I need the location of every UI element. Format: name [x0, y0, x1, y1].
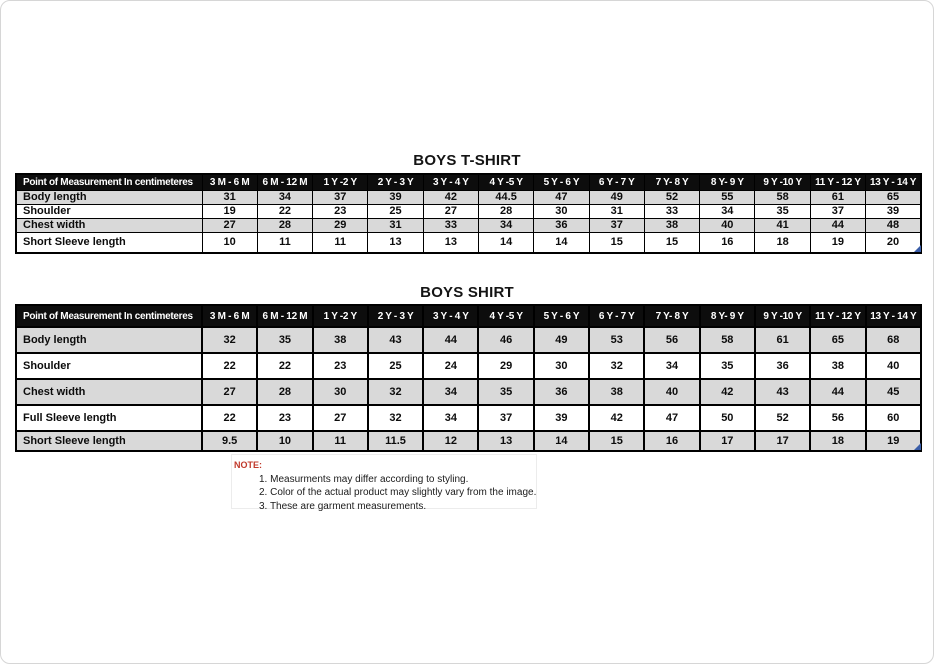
value-cell: 53 [589, 327, 644, 353]
row-label-cell: Short Sleeve length [16, 232, 202, 253]
table-row [16, 353, 921, 379]
value-cell: 22 [257, 204, 312, 218]
header-size-range-cell: 2 Y - 3 Y [368, 305, 423, 327]
value-cell: 56 [644, 327, 699, 353]
value-cell: 34 [423, 405, 478, 431]
header-size-range-cell: 3 Y - 4 Y [423, 174, 478, 190]
cell-corner-marker [914, 245, 921, 252]
table-row [16, 327, 921, 353]
value-cell: 61 [755, 327, 810, 353]
value-cell: 14 [534, 232, 589, 253]
row-label-cell: Short Sleeve length [16, 431, 202, 451]
table-row [16, 379, 921, 405]
value-cell: 49 [589, 190, 644, 204]
value-cell: 25 [368, 353, 423, 379]
value-cell: 31 [589, 204, 644, 218]
value-cell: 11 [257, 232, 312, 253]
header-measurement-label-cell: Point of Measurement In centimeteres [16, 174, 202, 190]
value-cell: 16 [644, 431, 699, 451]
header-size-range-cell: 4 Y -5 Y [478, 174, 533, 190]
value-cell: 65 [810, 327, 865, 353]
cell-corner-marker [914, 443, 921, 450]
value-cell: 38 [313, 327, 368, 353]
value-cell: 14 [478, 232, 533, 253]
value-cell: 43 [368, 327, 423, 353]
value-cell: 28 [478, 204, 533, 218]
value-cell: 22 [202, 405, 257, 431]
value-cell: 14 [534, 431, 589, 451]
value-cell: 34 [423, 379, 478, 405]
value-cell: 68 [866, 327, 921, 353]
value-cell: 20 [866, 232, 921, 253]
value-cell: 32 [589, 353, 644, 379]
value-cell: 35 [478, 379, 533, 405]
value-cell: 36 [755, 353, 810, 379]
table-row [16, 218, 921, 232]
value-cell: 46 [478, 327, 533, 353]
value-cell: 58 [755, 190, 810, 204]
boys-shirt-size-table [15, 304, 922, 452]
value-cell: 37 [478, 405, 533, 431]
value-cell: 41 [755, 218, 810, 232]
value-cell: 40 [644, 379, 699, 405]
value-cell: 27 [423, 204, 478, 218]
value-cell: 45 [866, 379, 921, 405]
value-cell: 42 [423, 190, 478, 204]
value-cell: 34 [478, 218, 533, 232]
value-cell: 15 [644, 232, 699, 253]
header-size-range-cell: 7 Y- 8 Y [644, 174, 699, 190]
row-label-cell: Shoulder [16, 204, 202, 218]
value-cell: 12 [423, 431, 478, 451]
boys-tshirt-table-wrap [15, 173, 922, 254]
table-row [16, 190, 921, 204]
value-cell: 33 [423, 218, 478, 232]
value-cell: 15 [589, 232, 644, 253]
value-cell: 39 [534, 405, 589, 431]
value-cell: 40 [700, 218, 755, 232]
boys-shirt-table-wrap [15, 304, 922, 452]
value-cell: 44 [810, 379, 865, 405]
value-cell: 33 [644, 204, 699, 218]
value-cell: 58 [700, 327, 755, 353]
value-cell: 19 [866, 431, 921, 451]
value-cell: 37 [589, 218, 644, 232]
header-size-range-cell: 1 Y -2 Y [313, 305, 368, 327]
value-cell: 11.5 [368, 431, 423, 451]
value-cell: 61 [810, 190, 865, 204]
value-cell: 56 [810, 405, 865, 431]
value-cell: 27 [313, 405, 368, 431]
value-cell: 23 [313, 204, 368, 218]
header-size-range-cell: 11 Y - 12 Y [810, 305, 865, 327]
note-item: 2. Color of the actual product may slightly vary from the image. [259, 486, 537, 498]
value-cell: 22 [257, 353, 312, 379]
header-size-range-cell: 11 Y - 12 Y [810, 174, 865, 190]
value-cell: 43 [755, 379, 810, 405]
value-cell: 34 [700, 204, 755, 218]
header-size-range-cell: 5 Y - 6 Y [534, 305, 589, 327]
value-cell: 35 [257, 327, 312, 353]
value-cell: 49 [534, 327, 589, 353]
table-row [16, 405, 921, 431]
value-cell: 48 [866, 218, 921, 232]
value-cell: 52 [644, 190, 699, 204]
value-cell: 22 [202, 353, 257, 379]
value-cell: 36 [534, 379, 589, 405]
header-row [16, 174, 921, 190]
header-row [16, 305, 921, 327]
value-cell: 23 [313, 353, 368, 379]
value-cell: 11 [313, 232, 368, 253]
header-size-range-cell: 6 M - 12 M [257, 305, 312, 327]
value-cell: 17 [700, 431, 755, 451]
value-cell: 44 [810, 218, 865, 232]
value-cell: 52 [755, 405, 810, 431]
value-cell: 60 [866, 405, 921, 431]
value-cell: 15 [589, 431, 644, 451]
header-size-range-cell: 6 Y - 7 Y [589, 305, 644, 327]
header-size-range-cell: 6 M - 12 M [257, 174, 312, 190]
value-cell: 28 [257, 379, 312, 405]
row-label-cell: Chest width [16, 379, 202, 405]
header-measurement-label-cell: Point of Measurement In centimeteres [16, 305, 202, 327]
header-size-range-cell: 13 Y - 14 Y [866, 305, 921, 327]
value-cell: 19 [202, 204, 257, 218]
value-cell: 55 [700, 190, 755, 204]
value-cell: 30 [534, 353, 589, 379]
value-cell: 34 [644, 353, 699, 379]
header-size-range-cell: 3 M - 6 M [202, 174, 257, 190]
value-cell: 47 [644, 405, 699, 431]
value-cell: 35 [700, 353, 755, 379]
value-cell: 50 [700, 405, 755, 431]
header-size-range-cell: 4 Y -5 Y [478, 305, 533, 327]
value-cell: 32 [368, 405, 423, 431]
value-cell: 23 [257, 405, 312, 431]
row-label-cell: Chest width [16, 218, 202, 232]
header-size-range-cell: 3 Y - 4 Y [423, 305, 478, 327]
value-cell: 47 [534, 190, 589, 204]
value-cell: 10 [257, 431, 312, 451]
value-cell: 37 [810, 204, 865, 218]
value-cell: 42 [700, 379, 755, 405]
value-cell: 30 [313, 379, 368, 405]
value-cell: 9.5 [202, 431, 257, 451]
value-cell: 17 [755, 431, 810, 451]
value-cell: 18 [810, 431, 865, 451]
value-cell: 65 [866, 190, 921, 204]
value-cell: 32 [202, 327, 257, 353]
value-cell: 39 [866, 204, 921, 218]
value-cell: 13 [423, 232, 478, 253]
table-title-boys-shirt: BOYS SHIRT [420, 284, 514, 301]
value-cell: 18 [755, 232, 810, 253]
row-label-cell: Full Sleeve length [16, 405, 202, 431]
table-title-boys-tshirt: BOYS T-SHIRT [413, 152, 521, 169]
header-size-range-cell: 8 Y- 9 Y [700, 305, 755, 327]
value-cell: 38 [644, 218, 699, 232]
value-cell: 38 [810, 353, 865, 379]
table-row [16, 431, 921, 451]
value-cell: 34 [257, 190, 312, 204]
value-cell: 11 [313, 431, 368, 451]
row-label-cell: Body length [16, 190, 202, 204]
value-cell: 44.5 [478, 190, 533, 204]
header-size-range-cell: 7 Y- 8 Y [644, 305, 699, 327]
value-cell: 13 [478, 431, 533, 451]
value-cell: 29 [478, 353, 533, 379]
value-cell: 40 [866, 353, 921, 379]
value-cell: 19 [810, 232, 865, 253]
value-cell: 35 [755, 204, 810, 218]
value-cell: 44 [423, 327, 478, 353]
note-items-list [259, 474, 536, 514]
value-cell: 36 [534, 218, 589, 232]
header-size-range-cell: 13 Y - 14 Y [866, 174, 921, 190]
value-cell: 16 [700, 232, 755, 253]
header-size-range-cell: 6 Y - 7 Y [589, 174, 644, 190]
value-cell: 25 [368, 204, 423, 218]
header-size-range-cell: 9 Y -10 Y [755, 305, 810, 327]
value-cell: 28 [257, 218, 312, 232]
boys-tshirt-size-table [15, 173, 922, 254]
note-label: NOTE: [234, 460, 262, 470]
value-cell: 39 [368, 190, 423, 204]
header-size-range-cell: 1 Y -2 Y [313, 174, 368, 190]
value-cell: 27 [202, 218, 257, 232]
value-cell: 38 [589, 379, 644, 405]
table-row [16, 204, 921, 218]
note-item: 1. Measurments may differ according to styling. [259, 474, 469, 485]
header-size-range-cell: 9 Y -10 Y [755, 174, 810, 190]
value-cell: 31 [202, 190, 257, 204]
header-size-range-cell: 3 M - 6 M [202, 305, 257, 327]
header-size-range-cell: 5 Y - 6 Y [534, 174, 589, 190]
table-row [16, 232, 921, 253]
value-cell: 24 [423, 353, 478, 379]
value-cell: 32 [368, 379, 423, 405]
header-size-range-cell: 8 Y- 9 Y [700, 174, 755, 190]
value-cell: 13 [368, 232, 423, 253]
note-item: 3. These are garment measurements. [259, 501, 427, 512]
value-cell: 37 [313, 190, 368, 204]
value-cell: 31 [368, 218, 423, 232]
value-cell: 30 [534, 204, 589, 218]
value-cell: 42 [589, 405, 644, 431]
row-label-cell: Shoulder [16, 353, 202, 379]
row-label-cell: Body length [16, 327, 202, 353]
value-cell: 27 [202, 379, 257, 405]
header-size-range-cell: 2 Y - 3 Y [368, 174, 423, 190]
value-cell: 10 [202, 232, 257, 253]
value-cell: 29 [313, 218, 368, 232]
